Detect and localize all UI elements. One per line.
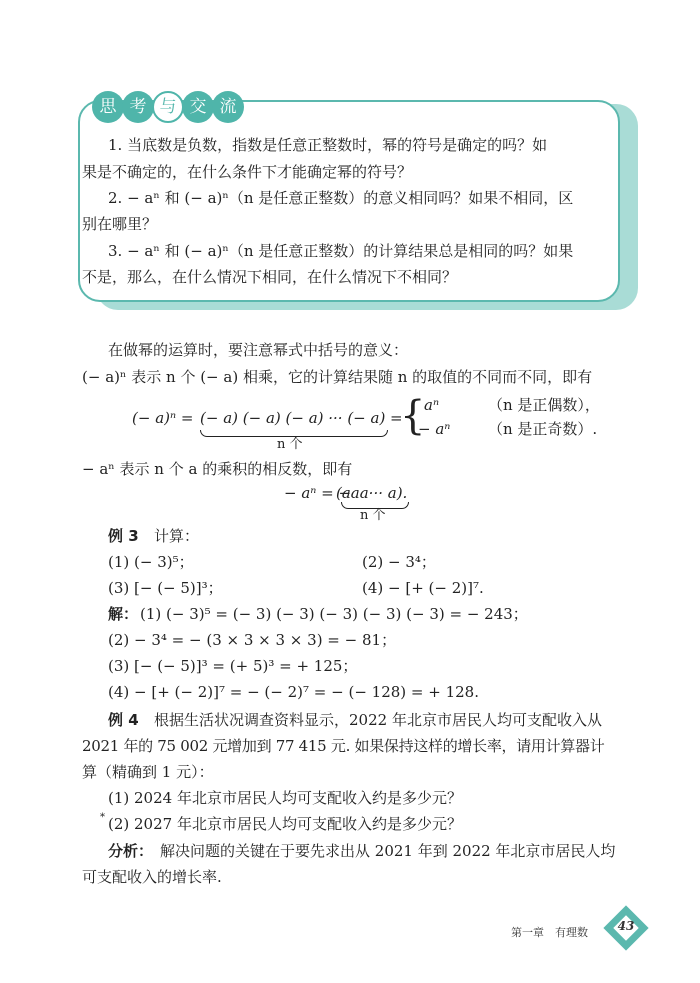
neg-a-power-description: (− a)ⁿ 表示 n 个 (− a) 相乘，它的计算结果随 n 的取值的不同而不同，即有 <box>82 368 593 386</box>
analysis-line-2: 可支配收入的增长率. <box>82 868 222 886</box>
intro-text: 在做幂的运算时，要注意幂式中括号的意义： <box>108 341 409 359</box>
cases-brace: { <box>400 393 426 439</box>
solution-1: (1) (− 3)⁵ = (− 3) (− 3) (− 3) (− 3) (− 3) = − 243； <box>140 605 528 623</box>
chapter-footer: 第一章 有理数 <box>511 926 588 939</box>
question-3-line-2: 不是，那么，在什么情况下相同，在什么情况下不相同？ <box>82 268 458 286</box>
case-odd-value: − aⁿ <box>418 420 451 438</box>
question-1-line-1: 1. 当底数是负数，指数是任意正整数时，幂的符号是确定的吗？如 <box>108 136 548 154</box>
formula2-lhs: − aⁿ = − <box>284 484 352 502</box>
example3-instruction: 计算： <box>154 527 200 545</box>
formula1-n-label: n 个 <box>277 437 303 452</box>
example3-problem-3: (3) [− (− 5)]³； <box>108 579 223 597</box>
title-char-5: 流 <box>212 91 244 123</box>
minus-a-power-description: − aⁿ 表示 n 个 a 的乘积的相反数，即有 <box>82 460 353 478</box>
formula2-product: (aaa··· a). <box>336 484 408 502</box>
example3-problem-1: (1) (− 3)⁵； <box>108 553 194 571</box>
example4-question-1: (1) 2024 年北京市居民人均可支配收入约是多少元？ <box>108 789 462 807</box>
example3-problem-2: (2) − 3⁴； <box>362 553 436 571</box>
formula2-n-label: n 个 <box>360 508 386 523</box>
example4-line-2: 2021 年的 75 002 元增加到 77 415 元. 如果保持这样的增长率，请用计算器计 <box>82 737 605 755</box>
question-3-line-1: 3. − aⁿ 和 (− a)ⁿ（n 是任意正整数）的计算结果总是相同的吗？如果 <box>108 242 574 260</box>
solution-2: (2) − 3⁴ = − (3 × 3 × 3 × 3) = − 81； <box>108 631 397 649</box>
solution-label: 解： <box>108 605 139 623</box>
example3-label: 例 3 <box>108 527 139 545</box>
case-odd-condition: （n 是正奇数）. <box>488 420 598 438</box>
question-2-line-2: 别在哪里？ <box>82 215 158 233</box>
example3-problem-4: (4) − [+ (− 2)]⁷. <box>362 579 484 597</box>
title-char-4: 交 <box>182 91 214 123</box>
example4-line-3: 算（精确到 1 元）： <box>82 763 214 781</box>
example4-line-1: 根据生活状况调查资料显示，2022 年北京市居民人均可支配收入从 <box>154 711 602 729</box>
formula1-product: (− a) (− a) (− a) ··· (− a) <box>200 409 386 427</box>
title-char-1: 思 <box>92 91 124 123</box>
page-number: 43 <box>617 919 635 933</box>
formula1-equals: = <box>390 409 403 427</box>
optional-star: * <box>100 812 105 823</box>
formula1-lhs: (− a)ⁿ = <box>132 409 194 427</box>
title-char-2: 考 <box>122 91 154 123</box>
analysis-line-1: 解决问题的关键在于要先求出从 2021 年到 2022 年北京市居民人均 <box>160 842 616 860</box>
title-char-3: 与 <box>152 91 184 123</box>
case-even-condition: （n 是正偶数）， <box>488 396 600 414</box>
example4-question-2: (2) 2027 年北京市居民人均可支配收入约是多少元？ <box>108 815 462 833</box>
analysis-label: 分析： <box>108 842 154 860</box>
example4-label: 例 4 <box>108 711 139 729</box>
solution-4: (4) − [+ (− 2)]⁷ = − (− 2)⁷ = − (− 128) = + 128. <box>108 683 479 701</box>
question-1-line-2: 果是不确定的，在什么条件下才能确定幂的符号？ <box>82 163 413 181</box>
question-2-line-1: 2. − aⁿ 和 (− a)ⁿ（n 是任意正整数）的意义相同吗？如果不相同，区 <box>108 189 574 207</box>
case-even-value: aⁿ <box>424 396 440 414</box>
solution-3: (3) [− (− 5)]³ = (+ 5)³ = + 125； <box>108 657 358 675</box>
